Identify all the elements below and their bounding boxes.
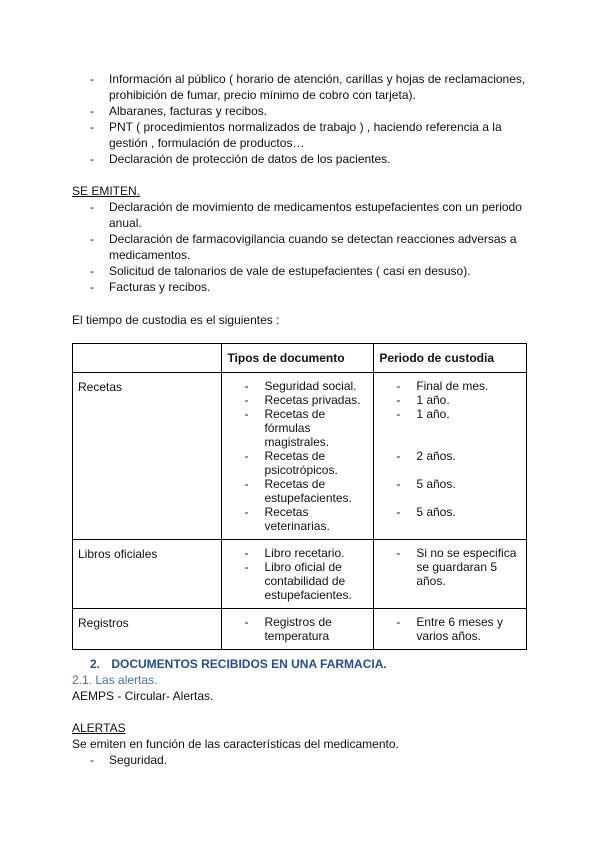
se-emiten-list <box>72 199 532 295</box>
table-row <box>73 540 527 609</box>
section-title <box>90 656 387 672</box>
list-item: - Registros de temperatura <box>222 615 369 643</box>
periods-cell <box>374 540 527 609</box>
table-header-empty <box>73 344 222 373</box>
table-row <box>73 609 527 650</box>
periods-cell <box>374 373 527 540</box>
section-title-text: DOCUMENTOS RECIBIDOS EN UNA FARMACIA. <box>111 657 387 671</box>
top-bullet-list <box>72 71 532 167</box>
row-label-registros: Registros <box>73 609 222 650</box>
section-number: 2. <box>90 657 101 671</box>
periods-cell <box>374 609 527 650</box>
types-cell <box>222 609 374 650</box>
table-header-types: Tipos de documento <box>222 344 374 373</box>
list-item: - Recetas de fórmulas magistrales. <box>222 407 369 449</box>
subsection-title: 2.1. Las alertas. <box>72 673 158 687</box>
list-item: - Solicitud de talonarios de vale de estupefacientes ( casi en desuso). <box>72 263 532 279</box>
row-label-recetas: Recetas <box>73 373 222 540</box>
list-item: - 5 años. <box>374 477 522 491</box>
types-cell <box>222 373 374 540</box>
list-item: - 1 año. <box>374 407 522 421</box>
list-item: - Declaración de farmacovigilancia cuando se detectan reacciones adversas a medicamentos. <box>72 231 532 263</box>
list-item: - Declaración de movimiento de medicamentos estupefacientes con un periodo anual. <box>72 199 532 231</box>
row-label-libros: Libros oficiales <box>73 540 222 609</box>
list-item: - Declaración de protección de datos de los pacientes. <box>72 151 532 167</box>
list-item: - Albaranes, facturas y recibos. <box>72 103 532 119</box>
se-emiten-heading: SE EMITEN. <box>72 184 141 198</box>
alertas-heading: ALERTAS <box>72 721 126 735</box>
list-item: - Recetas privadas. <box>222 393 369 407</box>
list-item: - Libro recetario. <box>222 546 369 560</box>
list-item: - 5 años. <box>374 505 522 519</box>
list-item: - 1 año. <box>374 393 522 407</box>
table-row <box>73 373 527 540</box>
list-item: - Seguridad social. <box>222 379 369 393</box>
table-header-row <box>73 344 527 373</box>
custody-intro: El tiempo de custodia es el siguientes : <box>72 313 280 327</box>
subsection-text: AEMPS - Circular- Alertas. <box>72 689 214 703</box>
alertas-text: Se emiten en función de las características del medicamento. <box>72 737 399 751</box>
types-cell <box>222 540 374 609</box>
alertas-list <box>72 752 532 768</box>
list-item: - Facturas y recibos. <box>72 279 532 295</box>
list-item: - Recetas veterinarias. <box>222 505 369 533</box>
list-item: - Seguridad. <box>72 752 532 768</box>
list-item: - Si no se especifica se guardaran 5 años. <box>374 546 522 588</box>
custody-table <box>72 343 527 650</box>
list-item: - Libro oficial de contabilidad de estupefacientes. <box>222 560 369 602</box>
list-item: - Recetas de psicotrópicos. <box>222 449 369 477</box>
list-item: - 2 años. <box>374 449 522 463</box>
list-item: - Final de mes. <box>374 379 522 393</box>
list-item: - Recetas de estupefacientes. <box>222 477 369 505</box>
list-item: - Información al público ( horario de atención, carillas y hojas de reclamaciones, prohibición de fumar, precio mínimo de cobro con tarjeta). <box>72 71 532 103</box>
list-item: - PNT ( procedimientos normalizados de trabajo ) , haciendo referencia a la gestión , formulación de productos… <box>72 119 532 151</box>
table-header-period: Periodo de custodia <box>374 344 527 373</box>
list-item: - Entre 6 meses y varios años. <box>374 615 522 643</box>
